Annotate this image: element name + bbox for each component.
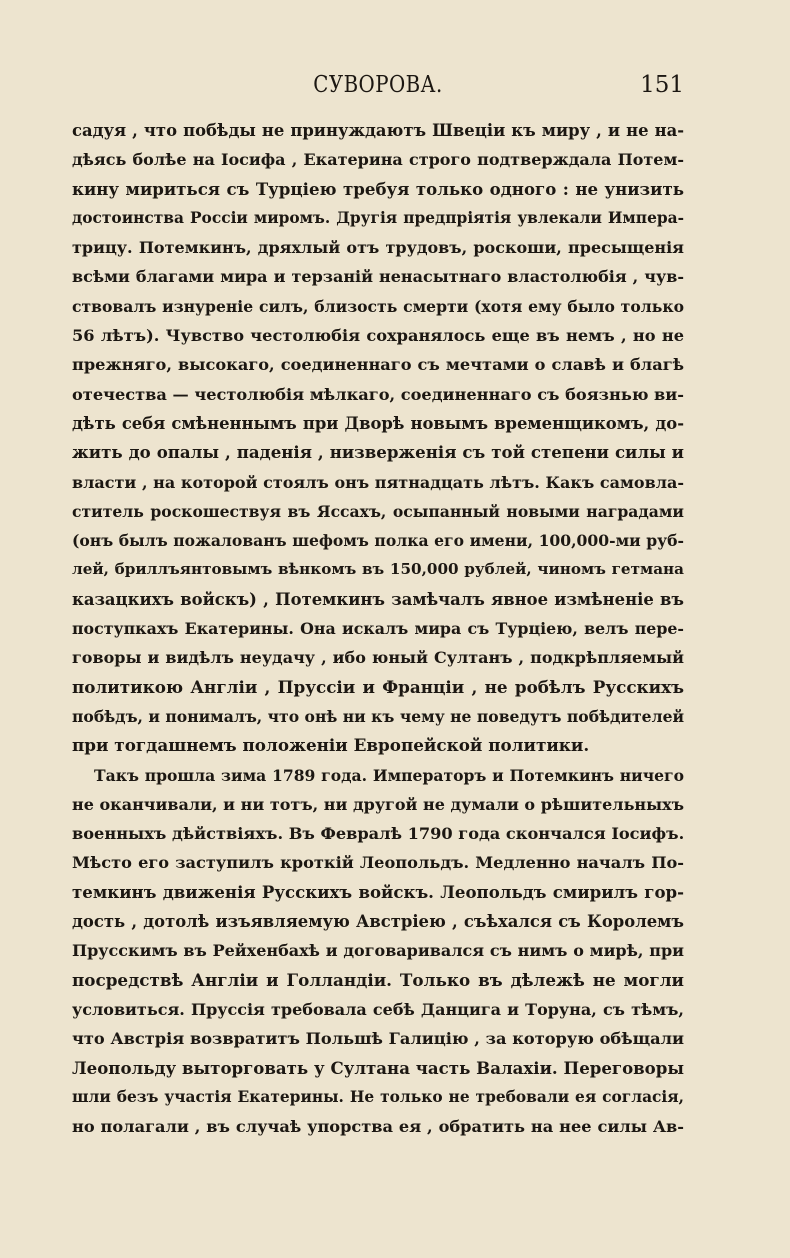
text-line: жить до опалы , паденія , низверженія съ той степени силы и — [72, 442, 684, 463]
text-line: Прусскимъ въ Рейхенбахѣ и договаривался съ нимъ о мирѣ, при — [72, 941, 684, 961]
text-line: не оканчивали, и ни тотъ, ни другой не думали о рѣшительныхъ — [72, 794, 684, 814]
text-line: лей, бриллъянтовымъ вѣнкомъ въ 150,000 рублей, чиномъ гетмана — [72, 560, 684, 579]
body-text — [72, 116, 684, 1141]
text-line: при тогдашнемъ положеніи Европейской политики. — [72, 735, 590, 756]
text-line: (онъ былъ пожалованъ шефомъ полка его имени, 100,000-ми руб- — [72, 531, 684, 551]
text-line: Мѣсто его заступилъ кроткій Леопольдъ. Медленно началъ По- — [72, 853, 684, 873]
text-line: дость , дотолѣ изъявляемую Австріею , съѣхался съ Королемъ — [72, 912, 684, 932]
text-line: посредствѣ Англіи и Голландіи. Только въ дѣлежѣ не могли — [72, 969, 684, 990]
text-line: дѣясь болѣе на Іосифа , Екатерина строго подтверждала Потем- — [72, 150, 684, 170]
page-number: 151 — [640, 72, 684, 98]
text-line: побѣдъ, и понималъ, что онѣ ни къ чему не поведутъ побѣдителей — [72, 706, 684, 726]
text-line: Леопольду выторговать у Султана часть Валахіи. Переговоры — [72, 1057, 684, 1078]
text-line: казацкихъ войскъ) , Потемкинъ замѣчалъ явное измѣненіе въ — [72, 589, 684, 609]
running-head — [72, 72, 684, 112]
running-title: СУВОРОВА. — [313, 72, 443, 98]
text-line: достоинства Россіи миромъ. Другія предпріятія увлекали Импера- — [72, 208, 684, 227]
text-line: Такъ прошла зима 1789 года. Императоръ и Потемкинъ ничего — [94, 765, 684, 785]
text-line: прежняго, высокаго, соединеннаго съ мечтами о славѣ и благѣ — [72, 355, 684, 375]
text-line: что Австрія возвратитъ Польшѣ Галицію , за которую обѣщали — [72, 1029, 684, 1049]
text-line: кину мириться съ Турціею требуя только одного : не унизить — [72, 178, 684, 199]
text-line: но полагали , въ случаѣ упорства ея , обратить на нее силы Ав- — [72, 1117, 684, 1137]
text-line: власти , на которой стоялъ онъ пятнадцать лѣтъ. Какъ самовла- — [72, 472, 684, 492]
text-line: дѣть себя смѣненнымъ при Дворѣ новымъ временщикомъ, до- — [72, 413, 684, 433]
text-line: трицу. Потемкинъ, дряхлый отъ трудовъ, роскоши, пресыщенія — [72, 238, 684, 258]
text-line: поступкахъ Екатерины. Она искалъ мира съ Турціею, велъ пере- — [72, 619, 684, 639]
text-line: условиться. Пруссія требовала себѣ Данцига и Торуна, съ тѣмъ, — [72, 999, 684, 1019]
text-line: темкинъ движенія Русскихъ войскъ. Леопольдъ смирилъ гор- — [72, 881, 684, 902]
text-line: всѣми благами мира и терзаній ненасытнаго властолюбія , чув- — [72, 267, 684, 287]
text-line: военныхъ дѣйствіяхъ. Въ Февралѣ 1790 года скончался Іосифъ. — [72, 824, 684, 844]
text-line: шли безъ участія Екатерины. Не только не требовали ея согласія, — [72, 1087, 684, 1106]
text-line: ститель роскошествуя въ Яссахъ, осыпанный новыми наградами — [72, 501, 684, 521]
text-line: политикою Англіи , Пруссіи и Франціи , не робѣлъ Русскихъ — [72, 676, 684, 697]
text-line: садуя , что побѣды не принуждаютъ Швеціи къ миру , и не на- — [72, 121, 684, 140]
text-line: ствовалъ изнуреніе силъ, близость смерти (хотя ему было только — [72, 296, 684, 316]
text-line: отечества — честолюбія мѣлкаго, соединеннаго съ боязнью ви- — [72, 384, 684, 404]
text-line: 56 лѣтъ). Чувство честолюбія сохранялось еще въ немъ , но не — [72, 326, 684, 346]
text-line: говоры и видѣлъ неудачу , ибо юный Султанъ , подкрѣпляемый — [72, 648, 684, 668]
